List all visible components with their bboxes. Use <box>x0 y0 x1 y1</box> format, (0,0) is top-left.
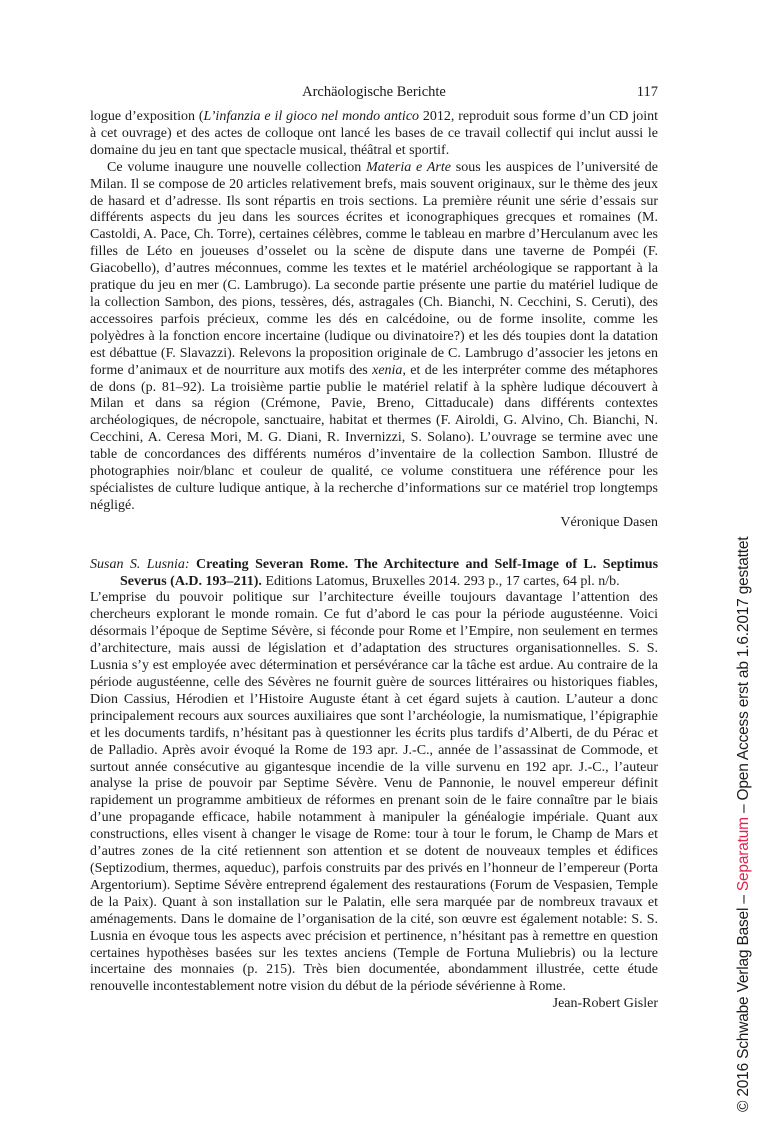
reviewer-signature: Jean-Robert Gisler <box>552 996 658 1012</box>
page-header <box>90 84 658 102</box>
review-second <box>90 557 658 1013</box>
review-first <box>90 109 658 532</box>
text-column <box>90 84 658 1013</box>
page-number: 117 <box>636 84 658 100</box>
review-paragraph: logue d’exposition (L’infanzia e il gioco nel mondo antico 2012, reproduit sous forme d’un CD joint à cet ouvrage) et des actes de colloque ont lancé les bases de ce travail collectif qui inclut aussi le domaine du jeu en tant que spectacle musical, théâtral et sportif. <box>90 109 658 158</box>
running-head: Archäologische Berichte <box>302 84 446 100</box>
copyright-sidebar <box>735 480 757 1112</box>
review-paragraph: L’emprise du pouvoir politique sur l’architecture éveille toujours davantage l’attention des chercheurs explorant le monde romain. Ce fut d’abord le cas pour la période augustéenne. Voici désormais l’époque de Septime Sévère, si féconde pour Rome et l’Empire, non seulement en termes d’architecture, mais aussi de législation et d’adaptation des structures organisationnelles. S. S. Lusnia s’y est employée avec détermination et persévérance car la tâche est ardue. Au contraire de la période augustéenne, celle des Sévères ne fournit guère de sources littéraires ou historiques fiables, Dion Cassius, Hérodien et l’Histoire Auguste étant à cet égard sujets à caution. L’auteur a donc principalement recours aux sources auxiliaires que sont l’archéologie, la numismatique, l’épigraphie et les documents tardifs, n’hésitant pas à questionner les écrits plus tardifs d’Alberti, de du Pérac et de Palladio. Après avoir évoqué la Rome de 193 apr. J.-C., année de l’assassinat de Commode, et surtout année consécutive au gigantesque incendie de la ville survenu en 192 apr. J.-C., l’auteur analyse la prise de pouvoir par Septime Sévère. Venu de Pannonie, le nouvel empereur définit rapidement un programme ambitieux de réformes en prenant soin de le faire connaître par le biais d’une propagande efficace, habile notamment à manipuler la généalogie impériale. Quant aux constructions, elles visent à changer le visage de Rome: tour à tour le forum, le Champ de Mars et d’autres zones de la cité retiennent son attention et se dotent de nouveaux temples et édifices (Septizodium, thermes, aqueduc), parfois construits par des privés en l’honneur de l’empereur (Porta Argentorium). Septime Sévère entreprend également des restaurations (Forum de Vespasien, Temple de la Paix). Quant à son installation sur le Palatin, elle sera marquée par de nombreux travaux et aménagements. Dans le domaine de l’organisation de la cité, son œuvre est également notable: S. S. Lusnia en évoque tous les aspects avec précision et pertinence, n’hésitant pas à remettre en question certaines hypothèses basées sur les textes anciens (Temple de Fortuna Muliebris) ou la lecture incertaine des monnaies (p. 215). Très bien documentée, abondamment illustrée, cette étude renouvelle incontestablement notre vision du début de la période sévérienne à Rome. <box>90 590 658 995</box>
copyright-prefix: © 2016 Schwabe Verlag Basel – <box>735 891 752 1112</box>
reviewer-signature: Véronique Dasen <box>560 514 658 530</box>
separatum-label: Separatum <box>735 817 752 892</box>
copyright-suffix: – Open Access erst ab 1.6.2017 gestattet <box>735 536 752 818</box>
review-paragraph: Ce volume inaugure une nouvelle collection Materia e Arte sous les auspices de l’université de Milan. Il se compose de 20 articles relativement brefs, mais souvent originaux, sur le thème des jeux de hasard et d’adresse. Ils sont répartis en trois sections. La première réunit une série d’essais sur différents aspects du jeu dans les sources écrites et iconographiques grecques et romaines (M. Castoldi, A. Pace, Ch. Torre), certaines célèbres, comme le tableau en marbre d’Herculanum avec les filles de Léto en joueuses d’osselet ou la scène de dispute dans une taverne de Pompéi (F. Giacobello), d’autres méconnues, comme les textes et le matériel archéologique se rapportant à la pratique du jeu en mer (C. Lambrugo). La seconde partie présente une partie du matériel ludique de la collection Sambon, des pions, tessères, dés, astragales (Ch. Bianchi, N. Cecchini, S. Ceruti), des accessoires parfois précieux, comme les dés en calcédoine, ou de forme insolite, comme les polyèdres à la fonction encore incertaine (ludique ou divinatoire?) et les dés toupies dont la datation est débattue (F. Slavazzi). Relevons la proposition originale de C. Lambrugo d’associer les jetons en forme d’animaux et de nourriture aux motifs des xenia, et de les interpréter comme des métaphores de dons (p. 81–92). La troisième partie publie le matériel relatif à la sphère ludique découvert à Milan et dans sa région (Crémone, Pavie, Breno, Cittaducale) dans différents contextes archéologiques, de nécropole, sanctuaire, habitat et thermes (F. Airoldi, G. Alvino, Ch. Bianchi, N. Cecchini, A. Ceresa Mori, M. G. Diani, R. Invernizzi, S. Solano). L’ouvrage se termine avec une table de concordances des différents numéros d’inventaire de la collection Sambon. Illustré de photographies noir/blanc et couleur de qualité, ce volume constituera une référence pour les spécialistes de culture ludique antique, à la recherche d’informations sur ce matériel trop longtemps négligé. <box>90 159 658 513</box>
review-heading: Susan S. Lusnia: Creating Severan Rome. The Architecture and Self-Image of L. Septimus Severus (A.D. 193–211). Editions Latomus, Bruxelles 2014. 293 p., 17 cartes, 64 pl. n/b. <box>90 556 659 589</box>
